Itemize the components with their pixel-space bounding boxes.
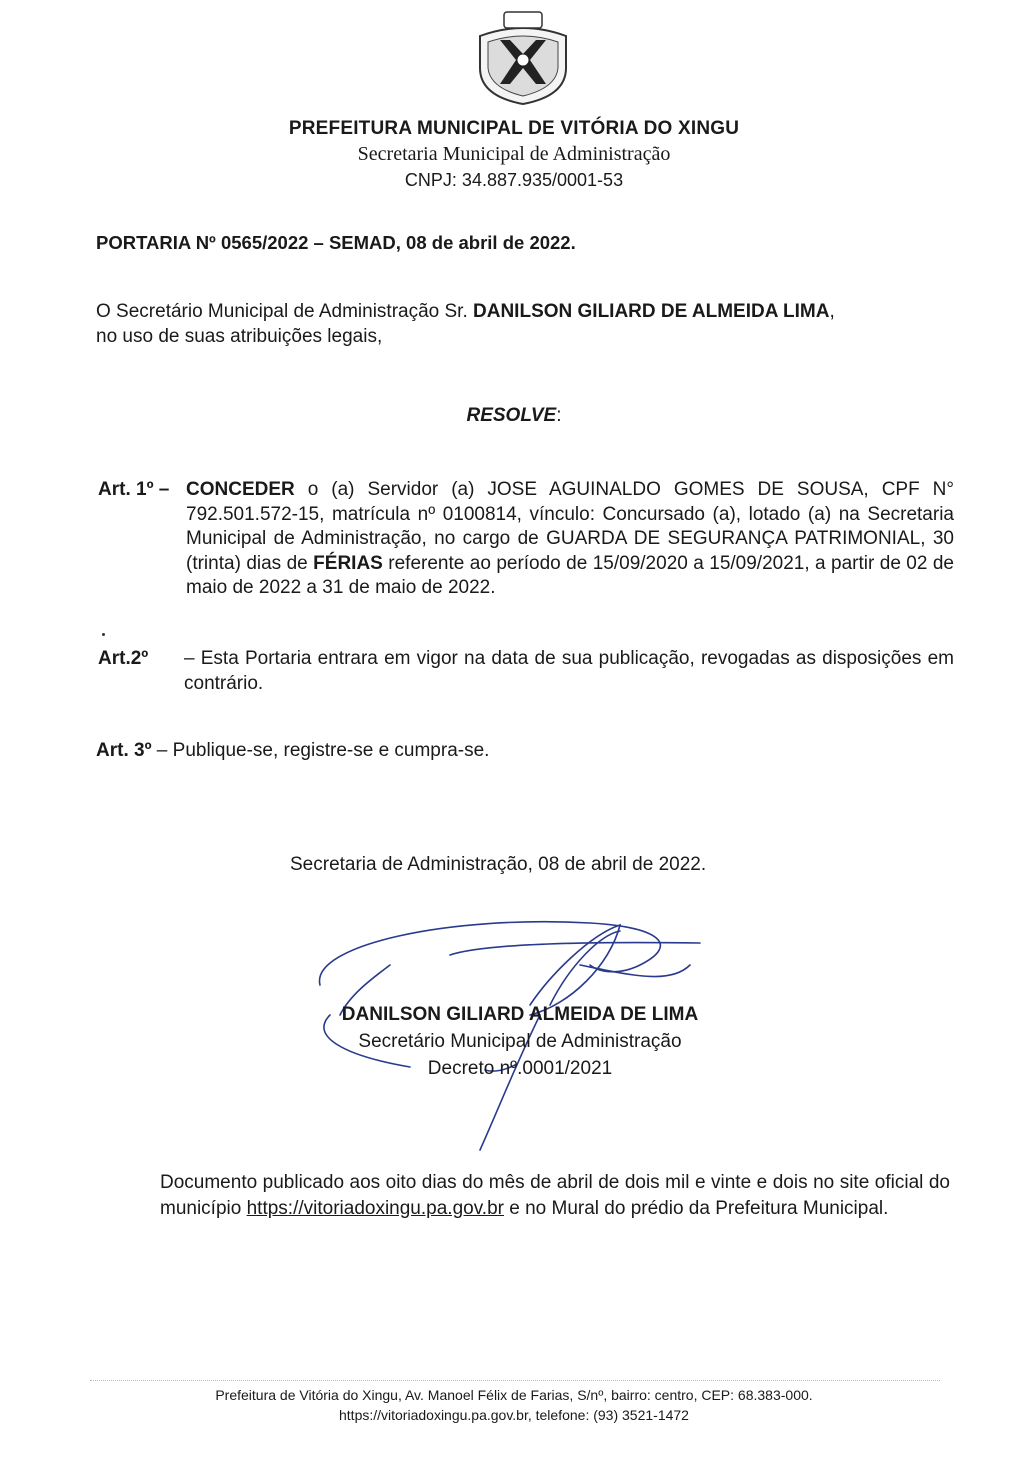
article-1-label: Art. 1º –: [98, 479, 170, 500]
preamble-text: O Secretário Municipal de Administração Sr.: [96, 301, 474, 322]
footer-divider: [90, 1380, 940, 1381]
preamble-comma: ,: [829, 301, 835, 322]
article-1-verb: CONCEDER: [186, 479, 295, 500]
footer: [0, 1385, 1028, 1425]
article-3: [96, 739, 956, 764]
municipal-emblem: [470, 8, 576, 108]
resolve-colon: :: [556, 405, 562, 426]
article-2-label: Art.2º: [98, 648, 149, 669]
resolve-label: RESOLVE: [466, 405, 557, 426]
article-2-text: – Esta Portaria entrara em vigor na data de sua publicação, revogadas as disposições em contrário.: [184, 648, 954, 694]
publication-text-a: Documento publicado aos oito dias do mês de abril de dois mil e vinte e dois no site oficial do município: [160, 1172, 950, 1219]
portaria-title: PORTARIA Nº 0565/2022 – SEMAD, 08 de abril de 2022.: [96, 232, 576, 253]
signatory-role: Secretário Municipal de Administração: [358, 1031, 682, 1052]
preamble-line2: no uso de suas atribuições legais,: [96, 325, 383, 347]
article-1-text-b: referente ao período de 15/09/2020 a 15/09/2021, a partir de 02 de maio de 2022 a 31 de maio de 2022.: [186, 552, 954, 598]
footer-address: Prefeitura de Vitória do Xingu, Av. Manoel Félix de Farias, S/nº, bairro: centro, CEP: 68.383-000.: [215, 1387, 813, 1403]
article-2: [98, 647, 954, 696]
place-date: Secretaria de Administração, 08 de abril de 2022.: [290, 854, 707, 875]
cnpj: CNPJ: 34.887.935/0001-53: [404, 170, 624, 190]
org-name: PREFEITURA MUNICIPAL DE VITÓRIA DO XINGU: [288, 118, 740, 139]
footer-contact: https://vitoriadoxingu.pa.gov.br, telefone: (93) 3521-1472: [339, 1407, 689, 1423]
signatory-name: DANILSON GILIARD ALMEIDA DE LIMA: [341, 1004, 699, 1025]
article-1-text-a: o (a) Servidor (a) JOSE AGUINALDO GOMES DE SOUSA, CPF N° 792.501.572-15, matrícula nº 0100814, vínculo: Concursado (a), lotado (a) na Secretaria Municipal de Administração, no cargo de GUARDA DE SEGURANÇA PATRIMONIAL, 30 (trinta) dias de: [186, 479, 954, 574]
secretary-name: DANILSON GILIARD DE ALMEIDA LIMA: [473, 301, 830, 322]
scan-dot: [102, 633, 105, 636]
preamble: [96, 300, 956, 349]
emblem-icon: [470, 8, 576, 108]
article-3-label: Art. 3º: [96, 740, 152, 761]
article-3-text: – Publique-se, registre-se e cumpra-se.: [151, 740, 490, 761]
signature-block: [300, 1001, 740, 1082]
publication-text-b: e no Mural do prédio da Prefeitura Municipal.: [503, 1197, 889, 1219]
resolve-heading: [0, 404, 1028, 429]
article-1: [98, 478, 954, 601]
article-1-ferias: FÉRIAS: [313, 552, 383, 574]
municipality-website-link[interactable]: https://vitoriadoxingu.pa.gov.br: [246, 1197, 504, 1219]
signatory-decree: Decreto nº.0001/2021: [427, 1058, 613, 1079]
department-name: Secretaria Municipal de Administração: [357, 143, 671, 165]
publication-note: [160, 1170, 950, 1221]
